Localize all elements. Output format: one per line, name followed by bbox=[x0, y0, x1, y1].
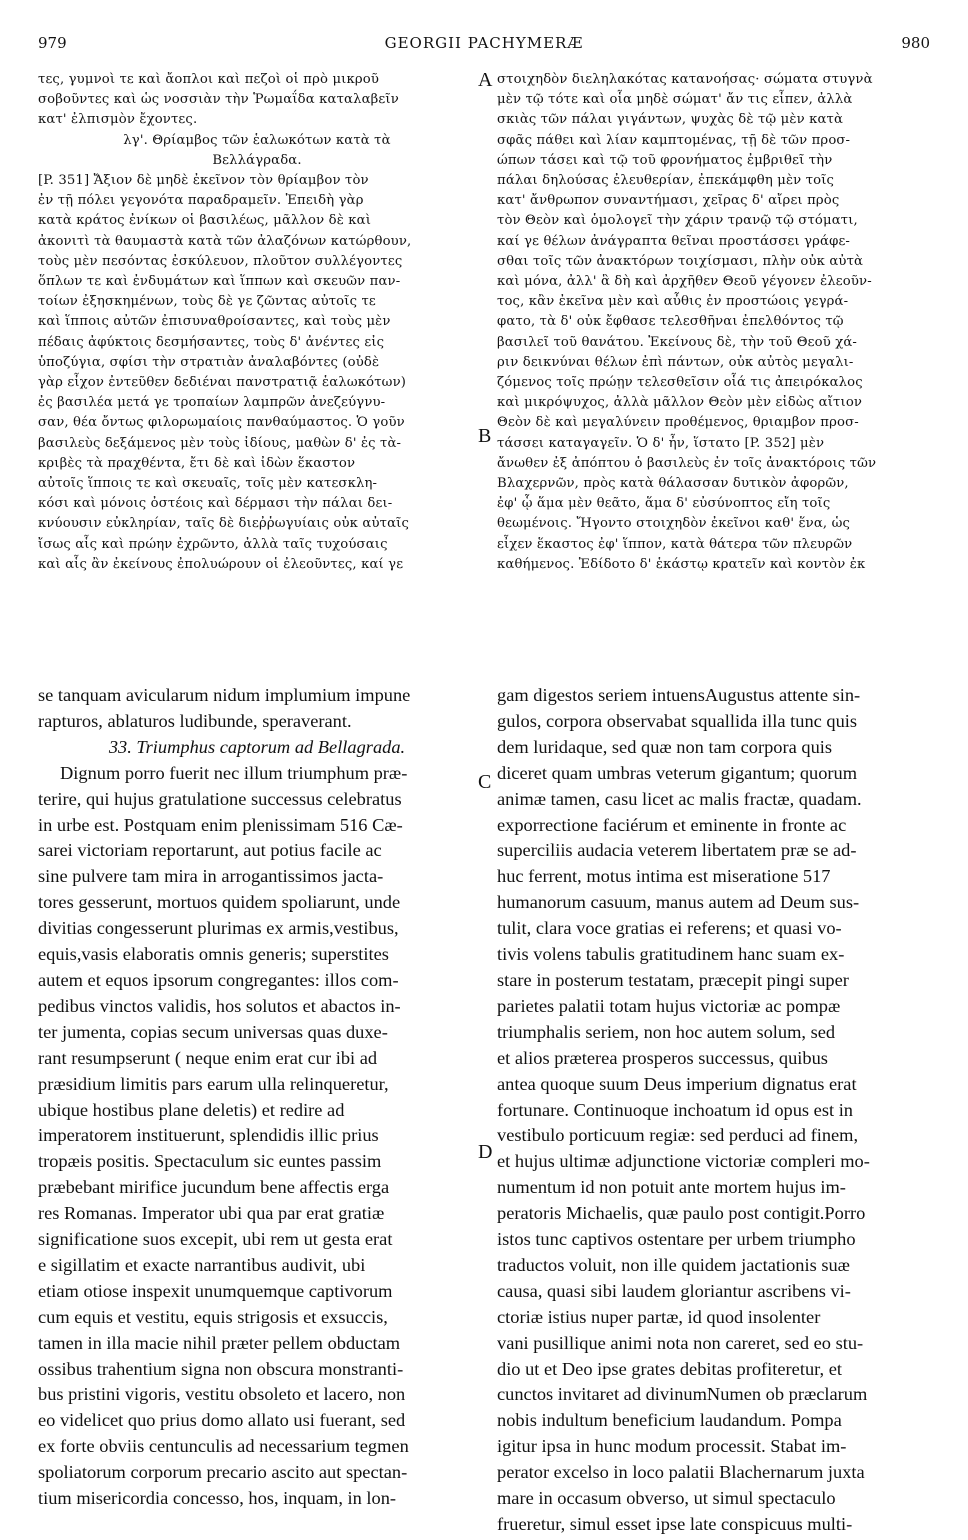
text-line: σφᾶς πάθει καὶ λίαν καμπτομένας, τῇ δὲ τῶν προσ- bbox=[497, 132, 851, 148]
text-line: etiam otiose inspexit unumquemque captivorum bbox=[38, 1280, 393, 1301]
text-line: γὰρ εἶχον ἐντεῦθεν δεδιέναι πανστρατιᾷ ἑαλωκότων) bbox=[38, 375, 407, 391]
latin-column-left bbox=[38, 683, 476, 1513]
text-line: causa, quasi sibi laudem gloriantur ascribens vi- bbox=[497, 1280, 851, 1301]
text-line: humanorum casuum, manus autem ad Deum sus- bbox=[497, 892, 860, 913]
text-line: antea quoque suum Deus imperium dignatus erat bbox=[497, 1073, 857, 1094]
text-line: cum equis et vestitu, equis strigosis et exsuccis, bbox=[38, 1306, 388, 1327]
text-line: mare in occasum obverso, ut simul spectaculo bbox=[497, 1488, 836, 1509]
text-line: pedibus vinctos validis, hos solutos et abactos in- bbox=[38, 995, 401, 1016]
text-line: stare in posterum testatam, præcepit pingi super bbox=[497, 969, 849, 990]
text-line: ἐς βασιλέα μετά γε τροπαίων λαμπρῶν ἀνεζεύγνυ- bbox=[38, 395, 386, 411]
text-line: καὶ μόνα, ἀλλ' ἃ δὴ καὶ ἀρχῆθεν Θεοῦ γέγονεν ἐλεοῦν- bbox=[497, 274, 872, 290]
text-line: ἴσως αἷς καὶ πρώην ἐχρῶντο, ἀλλὰ ταῖς τυχούσαις bbox=[38, 536, 388, 552]
text-line: βασιλεῖ τοῦ θανάτου. Ἐκείνους δὲ, τὴν τοῦ Θεοῦ χά- bbox=[497, 334, 858, 350]
running-title: GEORGII PACHYMERÆ bbox=[384, 34, 584, 52]
text-line: σκιὰς τῶν πάλαι γιγάντων, ψυχὰς δὲ τῷ μὲν κατὰ bbox=[497, 112, 844, 128]
text-line: exporrectione faciérum et eminente in fronte ac bbox=[497, 814, 847, 835]
page-number-left: 979 bbox=[38, 34, 67, 52]
text-line: perator excelso in loco palatii Blachernarum juxta bbox=[497, 1462, 865, 1483]
text-line: spoliatorum corporum precario ascito aut spectan- bbox=[38, 1462, 408, 1483]
text-line: triumphalis seriem, non hoc autem solum, sed bbox=[497, 1021, 836, 1042]
text-line: ζόμενος τοῖς πρώῃν τελεσθεῖσιν οἷά τις ἀπειρόκαλος bbox=[497, 375, 863, 391]
margin-letter-c: C bbox=[478, 771, 492, 793]
section-heading: λγ'. Θρίαμβος τῶν ἑαλωκότων κατὰ τὰ bbox=[123, 132, 391, 148]
text-line: equis,vasis elaboratis omnis generis; superstites bbox=[38, 944, 389, 965]
text-line: σθαι τοῖς τῶν ἀνακτόρων τοιχίσμασι, πλὴν οὐκ αὐτὰ bbox=[497, 253, 864, 269]
text-line: istos tunc captivos ostentare per urbem triumpho bbox=[497, 1229, 856, 1250]
text-line: animæ tamen, casu licet ac malis fractæ, quadam. bbox=[497, 788, 862, 809]
text-line: tamen in illa macie nihil præter pellem obductam bbox=[38, 1332, 401, 1353]
text-line: αὐτοῖς ἵπποις τε καὶ σκευαῖς, τοῖς μὲν κατεσκλη- bbox=[38, 476, 378, 492]
text-line: diceret quam umbras veterum gigantum; quorum bbox=[497, 762, 858, 783]
text-line: ubique hostibus plane deletis) et redire ad bbox=[38, 1099, 345, 1120]
text-line: εἶχεν ἕκαστος ἐφ' ἵππον, κατὰ θάτερα τῶν πλευρῶν bbox=[497, 536, 853, 552]
text-line: ἀκονιτὶ τὰ θαυμαστὰ κατὰ τῶν ἀλαζόνων κατώρθουν, bbox=[38, 233, 412, 249]
text-line: φατο, τὰ δ' οὐκ ἔφθασε τελεσθῆναι ἐπελθόντος τῷ bbox=[497, 314, 844, 330]
text-line: κατ' ἄνθρωπον συναντήμασι, χεῖρας δ' αἴρει πρὸς bbox=[497, 193, 840, 209]
margin-letter-a: A bbox=[478, 69, 493, 91]
text-line: præbebant mirifice jucundum bene affectis erga bbox=[38, 1177, 390, 1198]
greek-column-right bbox=[497, 70, 933, 590]
text-line: se tanquam avicularum nidum implumium impune bbox=[38, 685, 411, 705]
section-heading: Βελλάγραδα. bbox=[212, 152, 302, 168]
text-line: τοὺς μὲν πεσόντας ἐσκύλευον, πλοῦτον συλλέγοντες bbox=[38, 253, 403, 269]
text-line: tulit, clara voce gratias ei referens; et quasi vo- bbox=[497, 918, 842, 939]
text-line: parietes palatii totam hujus victoriæ ac pompæ bbox=[497, 995, 841, 1016]
text-line: res Romanas. Imperator ubi qua par erat gratiæ bbox=[38, 1203, 385, 1224]
text-line: terire, qui hujus gratulatione successus celebratus bbox=[38, 788, 402, 809]
text-line: rant resumpserunt ( neque enim erat cur ibi ad bbox=[38, 1047, 378, 1068]
text-line: vestibulo porticuum regiæ: sed perduci ad finem, bbox=[497, 1125, 859, 1146]
text-line: κατὰ κράτος ἐνίκων οἱ βασιλέως, μᾶλλον δὲ καὶ bbox=[38, 213, 372, 229]
text-line: eo videlicet quo prius domo allato usi fuerant, sed bbox=[38, 1410, 406, 1431]
text-line: tores gesserunt, mortuos quidem spoliarunt, unde bbox=[38, 892, 401, 913]
text-line: bus pristini vigoris, vestitu obsoleto et lacero, non bbox=[38, 1384, 406, 1405]
text-line: κριβὲς τὰ πραχθέντα, ἔτι δὲ καὶ ἰδὼν ἕκαστον bbox=[38, 455, 356, 471]
text-line: σαν, θέα ὄντως φιλορωμαίοις πανθαύμαστος. Ὁ γοῦν bbox=[38, 415, 405, 431]
text-line: ριν δεικνύναι θέλων ἐπὶ πάντων, οὐκ αὐτὸς μεγαλι- bbox=[497, 354, 854, 370]
text-line: huc ferrent, motus intima est miseratione 517 bbox=[497, 866, 831, 887]
text-line: τοίων ἐξησκημένων, τοὺς δὲ γε ζῶντας αὐτοῖς τε bbox=[38, 294, 376, 310]
text-line: θεωμένοις. Ἤγοντο στοιχηδὸν ἐκεῖνοι καθ' ἕνα, ὡς bbox=[497, 516, 851, 532]
text-line: βασιλεὺς δεξάμενος μὲν τοὺς ἰδίους, μαθὼν δ' ἐς τὰ- bbox=[38, 435, 402, 451]
running-header bbox=[38, 34, 930, 60]
text-line: κατ' ἐλπισμὸν ἔχοντες. bbox=[38, 112, 198, 128]
text-line: traductos voluit, non ille quidem jactationis suæ bbox=[497, 1254, 850, 1275]
text-line: καὶ μικρόψυχος, ἀλλὰ μᾶλλον Θεὸν μὲν εἰδὼς αἴτιον bbox=[497, 395, 863, 411]
text-line: [P. 351] Ἄξιον δὲ μηδὲ ἐκεῖνον τὸν θρίαμβον τὸν bbox=[38, 173, 369, 189]
text-line: præsidium limitis pars earum ulla relinqueretur, bbox=[38, 1073, 389, 1094]
text-line: καὶ ἵπποις αὐτῶν ἐπισυναθροίσαντες, καὶ τοὺς μὲν bbox=[38, 314, 391, 330]
text-line: Βλαχερνῶν, πρὸς κατὰ θάλασσαν δυτικὸν ἀφορῶν, bbox=[497, 476, 849, 492]
text-line: ὅπλων τε καὶ ἐνδυμάτων καὶ ἵππων καὶ σκευῶν παν- bbox=[38, 274, 401, 290]
text-line: Dignum porro fuerit nec illum triumphum præ- bbox=[60, 762, 408, 783]
text-line: τες, γυμνοὶ τε καὶ ἄοπλοι καὶ πεζοὶ οἱ πρὸ μικροῦ bbox=[38, 72, 380, 87]
text-line: τος, κἂν ἐκεῖνα μὲν καὶ αὖθις ἐν προστώοις γεγρά- bbox=[497, 294, 849, 310]
text-line: fortunare. Continuoque inchoatum id opus est in bbox=[497, 1099, 854, 1120]
text-line: ter jumenta, copias secum universas quas duxe- bbox=[38, 1021, 388, 1042]
text-line: nobis indultum beneficium laudandum. Pompa bbox=[497, 1410, 842, 1431]
text-line: e sigillatim et exacte narrantibus audivit, ubi bbox=[38, 1254, 366, 1275]
text-line: καθήμενος. Ἐδίδοτο δ' ἑκάστῳ κρατεῖν καὶ κοντὸν ἐκ bbox=[497, 556, 866, 572]
text-line: cunctos invitaret ad divinumNumen ob præclarum bbox=[497, 1384, 868, 1405]
text-line: sarei victoriam reportarunt, aut potius facile ac bbox=[38, 840, 382, 861]
page-number-right: 980 bbox=[901, 34, 930, 52]
text-line: autem et equos ipsorum congregantes: illos com- bbox=[38, 969, 399, 990]
text-line: ctoriæ istius nuper partæ, id quod insolenter bbox=[497, 1306, 821, 1327]
text-line: τάσσει καταγαγεῖν. Ὁ δ' ἦν, ἵστατο [P. 352] μὲν bbox=[497, 435, 825, 451]
text-line: πάλαι δηλούσας ἐλευθερίαν, ἐπεκάμφθη μὲν τοῖς bbox=[497, 173, 835, 189]
text-line: numentum id non potuit ante mortem hujus im- bbox=[497, 1177, 846, 1198]
text-line: peratoris Michaelis, quæ paulo post contigit.Porro bbox=[497, 1203, 866, 1224]
text-line: ώπων τάσει καὶ τῷ τοῦ φρονήματος ἐμβριθεῖ τὴν bbox=[497, 152, 833, 168]
text-line: στοιχηδὸν διεληλακότας κατανοήσας· σώματα στυγνὰ bbox=[497, 72, 873, 87]
text-line: significatione suos excepit, ubi rem ut gesta erat bbox=[38, 1229, 393, 1250]
text-line: et hujus ultimæ adjunctione victoriæ compleri mo- bbox=[497, 1151, 870, 1172]
text-line: ἐφ' ᾧ ἅμα μὲν θεᾶτο, ἅμα δ' εὐσύνοπτος εἴη τοῖς bbox=[497, 496, 831, 512]
text-line: in urbe est. Postquam enim plenissimam 516 Cæ- bbox=[38, 814, 403, 835]
text-line: τὸν Θεὸν καὶ ὁμολογεῖ τὴν χάριν τρανῷ τῷ στόματι, bbox=[497, 213, 858, 229]
text-line: divitias congesserunt plurimas ex armis,vestibus, bbox=[38, 918, 399, 939]
margin-letter-b: B bbox=[478, 425, 492, 447]
text-line: σοβοῦντες καὶ ὡς νοσσιὰν τὴν Ῥωμαΐδα καταλαβεῖν bbox=[38, 92, 399, 108]
text-line: ὑποζύγια, σφίσι τὴν στρατιὰν ἀναλαβόντες (οὐδὲ bbox=[38, 354, 380, 370]
text-line: ἐν τῇ πόλει γεγονότα παραδραμεῖν. Ἐπειδὴ γὰρ bbox=[38, 193, 364, 209]
greek-column-left bbox=[38, 70, 476, 590]
text-line: imperatorem instituerunt, splendidis illic prius bbox=[38, 1125, 379, 1146]
text-line: ἄνωθεν ἐξ ἀπόπτου ὁ βασιλεὺς ἐν τοῖς ἀνακτόροις τῶν bbox=[497, 455, 877, 471]
text-line: tropæis positis. Spectaculum sic euntes passim bbox=[38, 1151, 382, 1172]
text-line: superciliis audacia veterem libertatem præ se ad- bbox=[497, 840, 857, 861]
margin-letter-d: D bbox=[478, 1141, 493, 1163]
text-line: ex forte obviis centunculis ad necessarium tegmen bbox=[38, 1436, 409, 1457]
text-line: κόσι καὶ μόνοις ὀστέοις καὶ δέρμασι τὴν πάλαι δει- bbox=[38, 496, 393, 512]
text-line: tium misericordia concesso, hos, inquam, in lon- bbox=[38, 1488, 397, 1509]
text-line: πέδαις ἀφύκτοις δεσμήσαντες, τοὺς δ' ἀνέντες εἰς bbox=[38, 334, 385, 350]
text-line: igitur ipsa in hunc modum processit. Stabat im- bbox=[497, 1436, 847, 1457]
text-line: rapturos, ablaturos ludibunde, speraverant. bbox=[38, 710, 352, 731]
text-line: dio ut et Deo ipse grates debitas profiteretur, et bbox=[497, 1358, 842, 1379]
text-line: dem luridaque, sed quæ non tam corpora quis bbox=[497, 736, 833, 757]
text-line: gam digestos seriem intuensAugustus attente sin- bbox=[497, 685, 861, 705]
text-line: καὶ αἷς ἂν ἐκείνους ἐπολυώρουν οἱ ἐλεοῦντες, καί γε bbox=[38, 556, 404, 572]
text-line: μὲν τῷ τότε καὶ οἷα μηδὲ σώματ' ἄν τις εἶπεν, ἀλλὰ bbox=[497, 92, 853, 108]
text-line: κνύουσιν εὐκληρίαν, ταῖς δὲ διεῤῥωγυίαις οὐκ αὐταῖς bbox=[38, 516, 409, 532]
text-line: Θεὸν δὲ καὶ μεγαλύνειν προθέμενος, θριαμβον προσ- bbox=[497, 415, 859, 431]
text-line: gulos, corpora observabat squallida illa tunc quis bbox=[497, 710, 858, 731]
text-line: sine pulvere tam mira in arrogantissimos jacta- bbox=[38, 866, 384, 887]
text-line: καί γε θέλων ἀνάγραπτα θεῖναι προστάσσει γράφε- bbox=[497, 233, 851, 249]
text-line: ossibus trahentium signa non obscura monstranti- bbox=[38, 1358, 404, 1379]
latin-column-right bbox=[497, 683, 933, 1534]
text-line: et alios præterea prosperos successus, quibus bbox=[497, 1047, 828, 1068]
text-line: frueretur, simul esset ipse late conspicuus multi- bbox=[497, 1514, 853, 1534]
section-heading: 33. Triumphus captorum ad Bellagrada. bbox=[108, 736, 406, 757]
text-line: tivis volens tabulis gratitudinem hanc suam ex- bbox=[497, 944, 845, 965]
text-line: vani pusillique animi nota non careret, sed eo stu- bbox=[497, 1332, 864, 1353]
